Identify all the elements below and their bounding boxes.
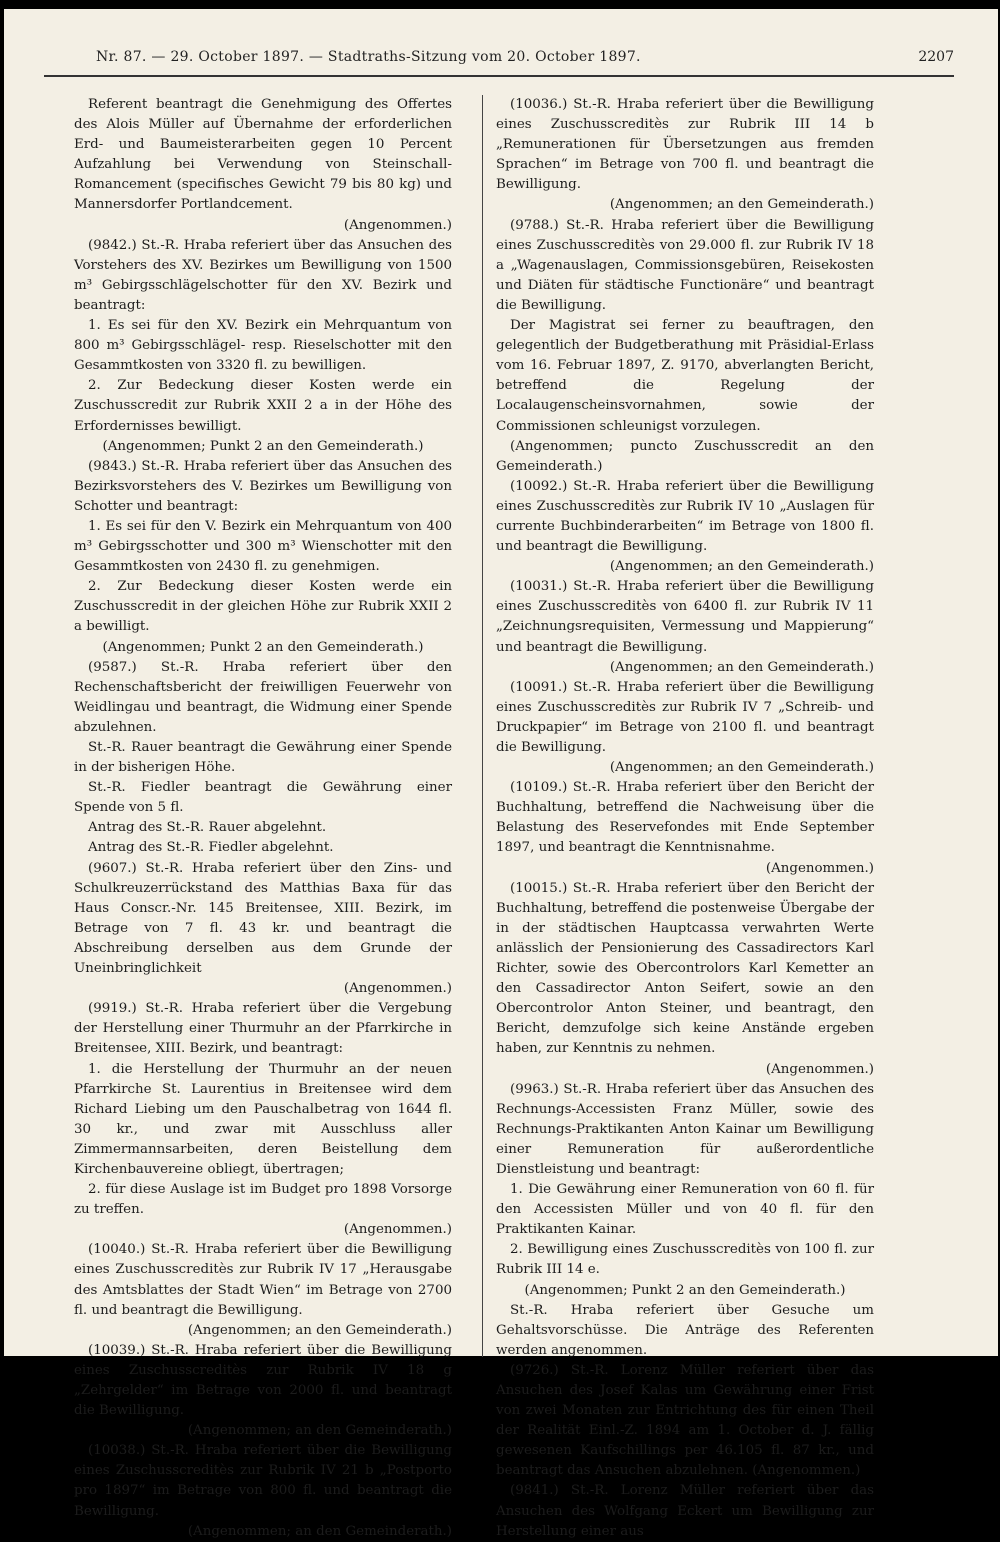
page-sheet (4, 9, 998, 1539)
paragraph: (9843.) St.-R. Hraba referiert über das Ansuchen des Bezirksvorstehers des V. Bezirkes um Bewilligung von Schotter und beantragt: (74, 458, 452, 514)
paragraph: Der Magistrat sei ferner zu beauftragen, den gelegentlich der Budgetberathung mit Präsidial-Erlass vom 16. Februar 1897, Z. 9170, abverlangten Bericht, betreffend die Regelung der Localaugenscheinsvornahmen, sowie der Commissionen schleunigst vorzulegen. (496, 318, 874, 434)
paragraph: (Angenommen; Punkt 2 an den Gemeinderath.) (102, 438, 424, 454)
paragraph: 2. Bewilligung eines Zuschusscreditès von 100 fl. zur Rubrik III 14 e. (496, 1242, 874, 1278)
paragraph: (Angenommen; an den Gemeinderath.) (609, 760, 874, 776)
paragraph: (9587.) St.-R. Hraba referiert über den Rechenschaftsbericht der freiwilligen Feuerwehr von Weidlingau und beantragt, die Widmung einer Spende abzulehnen. (74, 659, 452, 735)
paragraph: (10091.) St.-R. Hraba referiert über die Bewilligung eines Zuschusscreditès zur Rubrik IV 7 „Schreib- und Druckpapier“ im Betrage von 2100 fl. und beantragt die Bewilligung. (496, 679, 874, 755)
paragraph: (Angenommen.) (343, 217, 452, 233)
paragraph: (Angenommen; Punkt 2 an den Gemeinderath.) (102, 639, 424, 655)
paragraph: 2. Zur Bedeckung dieser Kosten werde ein Zuschusscredit in der gleichen Höhe zur Rubrik XXII 2 a bewilligt. (74, 579, 452, 635)
page-number: 2207 (918, 49, 954, 65)
paragraph: Antrag des St.-R. Fiedler abgelehnt. (88, 840, 334, 856)
paragraph: (Angenommen; an den Gemeinderath.) (187, 1523, 452, 1539)
paragraph: (10031.) St.-R. Hraba referiert über die Bewilligung eines Zuschusscreditès von 6400 fl. zur Rubrik IV 11 „Zeichnungsrequisiten, Vermessung und Mappierung“ und beantragt die Bewilligung. (496, 579, 874, 655)
right-column (496, 95, 874, 1542)
paragraph: 2. Zur Bedeckung dieser Kosten werde ein Zuschusscredit zur Rubrik XXII 2 a in der Höhe des Erfordernisses bewilligt. (74, 378, 452, 434)
paragraph: 1. Die Gewährung einer Remuneration von 60 fl. für den Accessisten Müller und von 40 fl. für den Praktikanten Kainar. (496, 1182, 874, 1238)
paragraph: (10039.) St.-R. Hraba referiert über die Bewilligung eines Zuschusscreditès zur Rubrik IV 18 g „Zehrgelder“ im Betrage von 2000 fl. und beantragt die Bewilligung. (74, 1342, 452, 1419)
paragraph: (9726.) St.-R. Lorenz Müller referiert über das Ansuchen des Josef Kalas um Gewährung einer Frist von zwei Monaten zur Entrichtung des für einen Theil der Realität Einl.-Z. 1894 am 1. October d. J. fällig gewesenen Kaufschillings per 46.105 fl. 87 kr., und beantragt das Ansuchen abzulehnen. (Angenommen.) (496, 1362, 874, 1479)
column-divider (482, 95, 483, 1357)
paragraph: 1. Es sei für den V. Bezirk ein Mehrquantum von 400 m³ Gebirgsschotter und 300 m³ Wienschotter mit den Gesammtkosten von 2430 fl. zu genehmigen. (74, 518, 452, 575)
paragraph: (9788.) St.-R. Hraba referiert über die Bewilligung eines Zuschusscreditès von 29.000 fl. zur Rubrik IV 18 a „Wagenauslagen, Commissionsgebüren, Reisekosten und Diäten für städtische Functionäre“ und beantragt die Bewilligung. (496, 217, 874, 313)
paragraph: St.-R. Rauer beantragt die Gewährung einer Spende in der bisherigen Höhe. (74, 740, 452, 776)
header-rule (44, 75, 954, 77)
paragraph: Antrag des St.-R. Rauer abgelehnt. (88, 820, 327, 836)
running-title: Nr. 87. — 29. October 1897. — Stadtraths-Sitzung vom 20. October 1897. (96, 49, 641, 65)
paragraph: St.-R. Hraba referiert über Gesuche um Gehaltsvorschüsse. Die Anträge des Referenten werden angenommen. (496, 1302, 874, 1358)
paragraph: (Angenommen; an den Gemeinderath.) (187, 1423, 452, 1439)
paragraph: (9919.) St.-R. Hraba referiert über die Vergebung der Herstellung einer Thurmuhr an der Pfarrkirche in Breitensee, XIII. Bezirk, und beantragt: (74, 1001, 452, 1057)
paragraph: (10092.) St.-R. Hraba referiert über die Bewilligung eines Zuschusscreditès zur Rubrik IV 10 „Auslagen für currente Buchbinderarbeiten“ im Betrage von 1800 fl. und beantragt die Bewilligung. (496, 478, 874, 555)
paragraph: (Angenommen; an den Gemeinderath.) (187, 1322, 452, 1338)
paragraph: 1. Es sei für den XV. Bezirk ein Mehrquantum von 800 m³ Gebirgsschlägel- resp. Rieselschotter mit den Gesammtkosten von 3320 fl. zu bewilligen. (74, 318, 452, 374)
paragraph: (10109.) St.-R. Hraba referiert über den Bericht der Buchhaltung, betreffend die Nachweisung über die Belastung des Reservefondes mit Ende September 1897, und beantragt die Kenntnisnahme. (496, 780, 874, 856)
paragraph: 2. für diese Auslage ist im Budget pro 1898 Vorsorge zu treffen. (74, 1182, 452, 1218)
paragraph: (10015.) St.-R. Hraba referiert über den Bericht der Buchhaltung, betreffend die postenweise Übergabe der in der städtischen Hauptcassa verwahrten Werte anlässlich der Pensionierung des Cassadirectors Karl Richter, sowie des Obercontrolors Karl Kemetter an den Cassadirector Anton Seifert, sowie an den Obercontrolor Anton Steiner, und beantragt, den Bericht, demzufolge sich keine Anstände ergeben haben, zur Kenntnis zu nehmen. (496, 880, 874, 1057)
paragraph: (9607.) St.-R. Hraba referiert über den Zins- und Schulkreuzerrückstand des Matthias Baxa für das Haus Conscr.-Nr. 145 Breitensee, XIII. Bezirk, im Betrage von 7 fl. 43 kr. und beantragt die Abschreibung derselben aus dem Grunde der Uneinbringlichkeit (74, 860, 452, 977)
paragraph: (Angenommen.) (343, 981, 452, 997)
running-header (44, 45, 954, 71)
paragraph: (10038.) St.-R. Hraba referiert über die Bewilligung eines Zuschusscreditès zur Rubrik IV 21 b „Postporto pro 1897“ im Betrage von 800 fl. und beantragt die Bewilligung. (74, 1443, 452, 1519)
paragraph: (Angenommen; an den Gemeinderath.) (609, 197, 874, 213)
paragraph: (Angenommen; an den Gemeinderath.) (609, 659, 874, 675)
paragraph: (Angenommen.) (765, 860, 874, 876)
paragraph: (9963.) St.-R. Hraba referiert über das Ansuchen des Rechnungs-Accessisten Franz Müller, sowie des Rechnungs-Praktikanten Anton Kainar um Bewilligung einer Remuneration für außerordentliche Dienstleistung und beantragt: (496, 1081, 874, 1177)
paragraph: (10036.) St.-R. Hraba referiert über die Bewilligung eines Zuschusscreditès zur Rubrik III 14 b „Remunerationen für Übersetzungen aus fremden Sprachen“ im Betrage von 700 fl. und beantragt die Bewilligung. (496, 97, 874, 193)
paragraph: (10040.) St.-R. Hraba referiert über die Bewilligung eines Zuschusscreditès zur Rubrik IV 17 „Herausgabe des Amtsblattes der Stadt Wien“ im Betrage von 2700 fl. und beantragt die Bewilligung. (74, 1242, 452, 1318)
paragraph: Referent beantragt die Genehmigung des Offertes des Alois Müller auf Übernahme der erforderlichen Erd- und Baumeisterarbeiten gegen 10 Percent Aufzahlung bei Verwendung von Steinschall-Romancement (specifisches Gewicht 79 bis 80 kg) und Mannersdorfer Portlandcement. (74, 97, 452, 213)
paragraph: St.-R. Fiedler beantragt die Gewährung einer Spende von 5 fl. (74, 780, 452, 816)
paragraph: (Angenommen; Punkt 2 an den Gemeinderath.) (524, 1282, 846, 1298)
paragraph: (9842.) St.-R. Hraba referiert über das Ansuchen des Vorstehers des XV. Bezirkes um Bewilligung von 1500 m³ Gebirgsschlägelschotter für den XV. Bezirk und beantragt: (74, 237, 452, 313)
paragraph: (Angenommen; puncto Zuschusscredit an den Gemeinderath.) (496, 438, 874, 474)
paragraph: (Angenommen; an den Gemeinderath.) (609, 559, 874, 575)
paragraph: 1. die Herstellung der Thurmuhr an der neuen Pfarrkirche St. Laurentius in Breitensee wird dem Richard Liebing um den Pauschalbetrag von 1644 fl. 30 kr., und zwar mit Ausschluss aller Zimmermannsarbeiten, deren Beistellung dem Kirchenbauvereine obliegt, übertragen; (74, 1061, 452, 1177)
left-column (74, 95, 452, 1542)
paragraph: (Angenommen.) (765, 1061, 874, 1077)
paragraph: (9841.) St.-R. Lorenz Müller referiert über das Ansuchen des Wolfgang Eckert um Bewilligung zur Herstellung einer aus (496, 1483, 874, 1539)
paragraph: (Angenommen.) (343, 1222, 452, 1238)
